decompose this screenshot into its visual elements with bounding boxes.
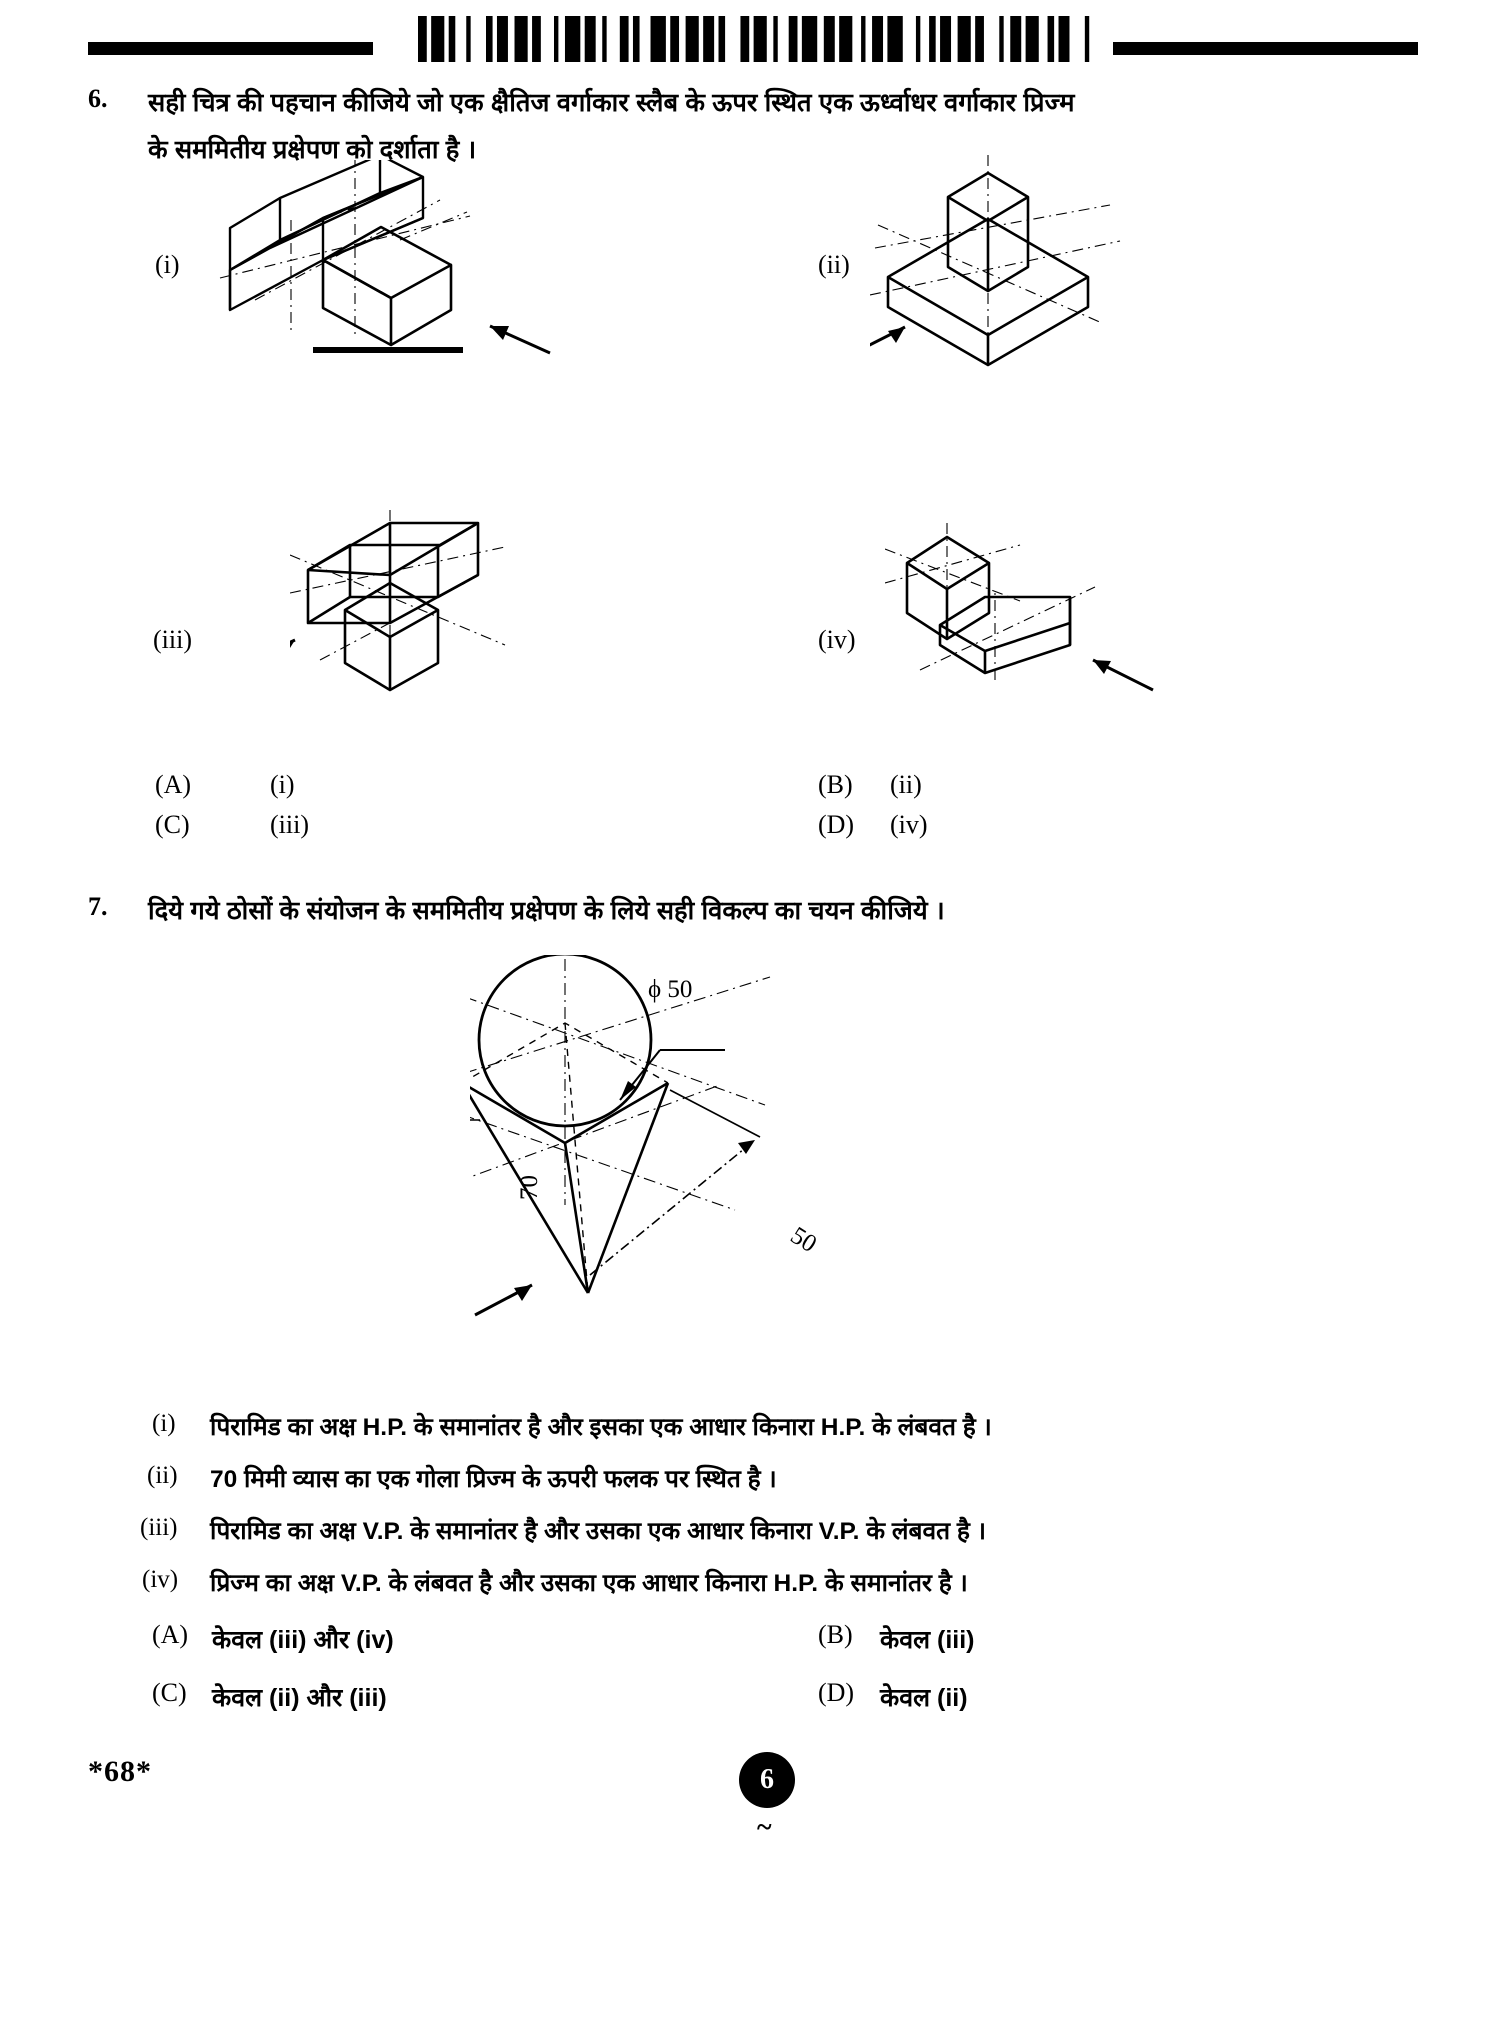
q7-statement-ii-label: (ii) bbox=[147, 1462, 178, 1489]
q6-option-c-value[interactable]: (iii) bbox=[270, 810, 309, 839]
footer-paper-code: *68* bbox=[88, 1755, 152, 1788]
q7-statement-i-text: पिरामिड का अक्ष H.P. के समानांतर है और इसका एक आधार किनारा H.P. के लंबवत है । bbox=[210, 1414, 992, 1441]
q7-option-d-value[interactable]: केवल (ii) bbox=[880, 1684, 968, 1712]
barcode-image bbox=[418, 16, 1505, 62]
q7-option-b-value[interactable]: केवल (iii) bbox=[880, 1626, 975, 1654]
q6-option-b-letter: (B) bbox=[818, 770, 853, 799]
figure-label-i: (i) bbox=[155, 250, 180, 279]
figure-label-ii: (ii) bbox=[818, 250, 850, 279]
q7-statement-i-label: (i) bbox=[152, 1410, 176, 1437]
question-6-number: 6. bbox=[88, 84, 108, 113]
q6-option-a-letter: (A) bbox=[155, 770, 192, 799]
q7-statement-iv-label: (iv) bbox=[142, 1566, 179, 1593]
barcode-header bbox=[88, 16, 1418, 62]
q7-statement-iii-label: (iii) bbox=[140, 1514, 178, 1541]
page-number-badge: 6 bbox=[739, 1752, 795, 1808]
figure-ii-isometric bbox=[870, 155, 1270, 370]
footer-tilde: ~ bbox=[757, 1812, 772, 1843]
q7-statement-iv-text: प्रिज्म का अक्ष V.P. के लंबवत है और उसका एक आधार किनारा H.P. के समानांतर है । bbox=[210, 1570, 968, 1597]
dimension-base-label: 50 bbox=[785, 1222, 822, 1259]
q6-option-d-value[interactable]: (iv) bbox=[890, 810, 928, 839]
figure-iv-isometric bbox=[885, 505, 1215, 695]
question-7-number: 7. bbox=[88, 892, 108, 921]
figure-q7-sphere-pyramid bbox=[470, 955, 1030, 1375]
q7-option-d-letter: (D) bbox=[818, 1678, 855, 1707]
figure-iii-isometric bbox=[290, 505, 630, 695]
dimension-diameter-label: ϕ 50 bbox=[648, 976, 693, 1003]
question-6-text-line-1: सही चित्र की पहचान कीजिये जो एक क्षैतिज वर्गाकार स्लैब के ऊपर स्थित एक ऊर्ध्वाधर वर्गाकार प्रिज्म bbox=[148, 89, 1075, 117]
q6-option-d-letter: (D) bbox=[818, 810, 855, 839]
q7-option-a-letter: (A) bbox=[152, 1620, 189, 1649]
q7-option-c-letter: (C) bbox=[152, 1678, 187, 1707]
q7-option-c-value[interactable]: केवल (ii) और (iii) bbox=[212, 1684, 387, 1712]
question-6-text-line-2: के सममितीय प्रक्षेपण को दर्शाता है । bbox=[148, 136, 477, 164]
q6-option-a-value[interactable]: (i) bbox=[270, 770, 295, 799]
question-7-text-line-1: दिये गये ठोसों के संयोजन के सममितीय प्रक्षेपण के लिये सही विकल्प का चयन कीजिये । bbox=[148, 897, 945, 925]
q7-option-a-value[interactable]: केवल (iii) और (iv) bbox=[212, 1626, 394, 1654]
dimension-height-label: 70 bbox=[516, 1175, 543, 1200]
q7-statement-iii-text: पिरामिड का अक्ष V.P. के समानांतर है और उसका एक आधार किनारा V.P. के लंबवत है । bbox=[210, 1518, 987, 1545]
q7-option-b-letter: (B) bbox=[818, 1620, 853, 1649]
q6-option-b-value[interactable]: (ii) bbox=[890, 770, 922, 799]
q6-option-c-letter: (C) bbox=[155, 810, 190, 839]
figure-label-iv: (iv) bbox=[818, 625, 856, 654]
figure-label-iii: (iii) bbox=[153, 625, 192, 654]
header-rule-left bbox=[88, 42, 373, 55]
figure-i-isometric bbox=[195, 160, 615, 360]
q7-statement-ii-text: 70 मिमी व्यास का एक गोला प्रिज्म के ऊपरी फलक पर स्थित है । bbox=[210, 1466, 777, 1493]
